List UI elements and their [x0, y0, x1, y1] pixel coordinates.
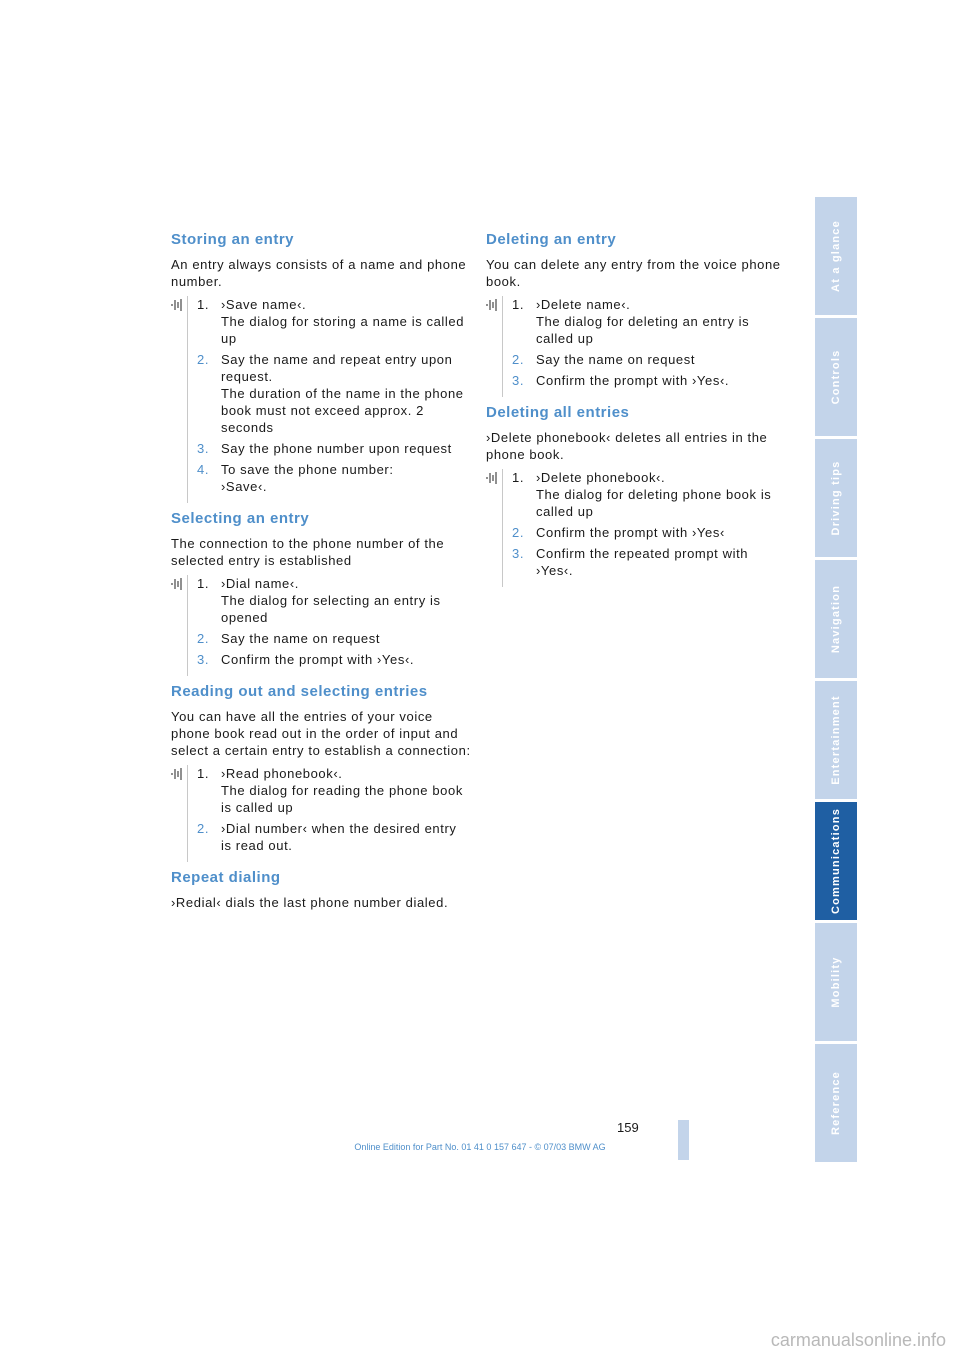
step-item: [512, 372, 786, 389]
section-selecting-entry: [171, 509, 471, 668]
section-title: Deleting all entries: [486, 404, 630, 421]
watermark: carmanualsonline.info: [770, 1330, 946, 1350]
voice-block-rule: [502, 296, 503, 397]
step-item: [197, 820, 471, 854]
tab-communications[interactable]: [815, 802, 857, 920]
section-intro: ›Delete phonebook‹ deletes all entries in the phone book.: [486, 430, 768, 462]
tab-label: Reference: [830, 1071, 842, 1135]
step-number: 2.: [197, 631, 210, 646]
step-number: 2.: [197, 821, 210, 836]
voice-block-rule: [502, 469, 503, 587]
step-number: 2.: [512, 352, 525, 367]
section-title: Repeat dialing: [171, 869, 281, 886]
tab-label: At a glance: [830, 220, 842, 292]
step-text: ›Dial name‹. The dialog for selecting an entry is opened: [221, 576, 441, 625]
section-title: Reading out and selecting entries: [171, 683, 428, 700]
step-item: [512, 524, 786, 541]
step-number: 1.: [197, 766, 210, 781]
section-storing-entry: [171, 230, 471, 495]
right-column: [486, 230, 786, 593]
voice-command-icon: [171, 298, 185, 312]
step-number: 1.: [197, 576, 210, 591]
step-list: [197, 765, 471, 854]
section-deleting-entry: [486, 230, 786, 389]
section-intro: ›Redial‹ dials the last phone number dialed.: [171, 895, 449, 910]
page-number: 159: [617, 1120, 639, 1135]
step-number: 1.: [512, 297, 525, 312]
step-list: [197, 575, 471, 668]
step-text: ›Dial number‹ when the desired entry is read out.: [221, 821, 457, 853]
tab-label: Communications: [830, 807, 842, 915]
left-column: [171, 230, 471, 925]
voice-command-block: [486, 296, 786, 389]
step-item: [197, 651, 471, 668]
step-list: [512, 296, 786, 389]
section-intro: You can delete any entry from the voice phone book.: [486, 257, 781, 289]
tab-label: Driving tips: [830, 460, 842, 536]
section-intro: The connection to the phone number of the selected entry is established: [171, 536, 445, 568]
step-item: [197, 765, 471, 816]
section-title: Selecting an entry: [171, 510, 310, 527]
step-text: ›Delete phonebook‹. The dialog for deleting phone book is called up: [536, 470, 772, 519]
step-number: 3.: [197, 441, 210, 456]
step-number: 1.: [512, 470, 525, 485]
tab-controls[interactable]: [815, 318, 857, 436]
step-number: 2.: [512, 525, 525, 540]
tab-at-a-glance[interactable]: [815, 197, 857, 315]
voice-command-icon: [171, 577, 185, 591]
step-text: ›Delete name‹. The dialog for deleting an entry is called up: [536, 297, 750, 346]
page-number-bar: [678, 1120, 689, 1160]
step-list: [512, 469, 786, 579]
step-item: [197, 351, 471, 436]
voice-command-block: [171, 296, 471, 495]
voice-block-rule: [187, 765, 188, 862]
voice-command-block: [486, 469, 786, 579]
section-reading-entries: [171, 682, 471, 854]
step-item: [197, 575, 471, 626]
section-intro: An entry always consists of a name and phone number.: [171, 257, 467, 289]
step-item: [197, 630, 471, 647]
step-number: 3.: [512, 546, 525, 561]
voice-block-rule: [187, 575, 188, 676]
step-item: [197, 461, 471, 495]
step-list: [197, 296, 471, 495]
voice-block-rule: [187, 296, 188, 503]
tab-label: Navigation: [830, 584, 842, 654]
voice-command-icon: [486, 471, 500, 485]
step-text: Say the name and repeat entry upon request. The duration of the name in the phone book must not exceed approx. 2 seconds: [221, 352, 464, 435]
tab-navigation[interactable]: [815, 560, 857, 678]
tab-label: Mobility: [830, 956, 842, 1008]
step-number: 3.: [197, 652, 210, 667]
tab-label: Controls: [830, 349, 842, 405]
voice-command-block: [171, 575, 471, 668]
step-item: [197, 440, 471, 457]
voice-command-icon: [486, 298, 500, 312]
step-text: Confirm the prompt with ›Yes‹.: [536, 373, 730, 388]
step-item: [512, 545, 786, 579]
step-text: Confirm the prompt with ›Yes‹.: [221, 652, 415, 667]
step-item: [512, 351, 786, 368]
step-text: ›Save name‹. The dialog for storing a name is called up: [221, 297, 465, 346]
section-title: Deleting an entry: [486, 231, 617, 248]
step-item: [512, 469, 786, 520]
voice-command-block: [171, 765, 471, 854]
voice-command-icon: [171, 767, 185, 781]
footer-edition-note: Online Edition for Part No. 01 41 0 157 647 - © 07/03 BMW AG: [354, 1142, 606, 1152]
chapter-tabs: [815, 197, 857, 1165]
step-number: 2.: [197, 352, 210, 367]
section-deleting-all: [486, 403, 786, 579]
step-number: 1.: [197, 297, 210, 312]
step-text: Confirm the repeated prompt with ›Yes‹.: [536, 546, 749, 578]
step-text: Say the name on request: [221, 631, 381, 646]
step-text: To save the phone number: ›Save‹.: [221, 462, 394, 494]
section-title: Storing an entry: [171, 231, 295, 248]
step-item: [197, 296, 471, 347]
step-text: Say the name on request: [536, 352, 696, 367]
section-repeat-dialing: [171, 868, 471, 911]
tab-entertainment[interactable]: [815, 681, 857, 799]
tab-driving-tips[interactable]: [815, 439, 857, 557]
tab-label: Entertainment: [830, 695, 842, 785]
step-item: [512, 296, 786, 347]
step-text: ›Read phonebook‹. The dialog for reading the phone book is called up: [221, 766, 463, 815]
step-text: Confirm the prompt with ›Yes‹: [536, 525, 725, 540]
tab-mobility[interactable]: [815, 923, 857, 1041]
step-number: 4.: [197, 462, 210, 477]
section-intro: You can have all the entries of your voice phone book read out in the order of input and select a certain entry to establish a connection:: [171, 709, 471, 758]
step-number: 3.: [512, 373, 525, 388]
step-text: Say the phone number upon request: [221, 441, 452, 456]
